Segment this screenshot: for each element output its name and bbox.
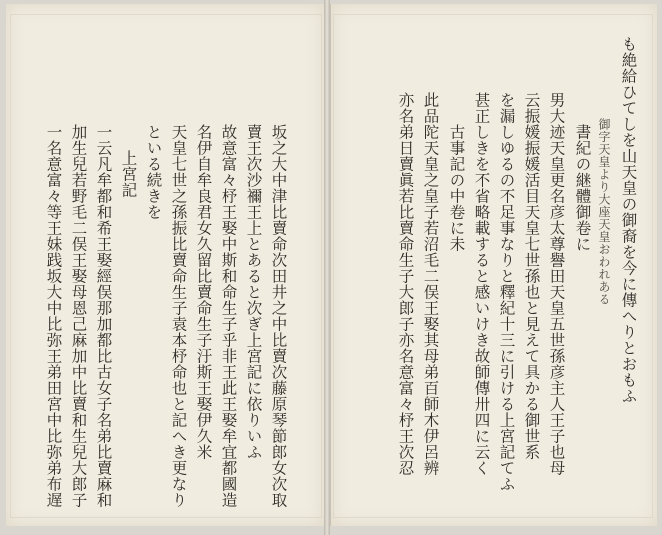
text-column: 甚正しきを不省略載すると感いけき故師傳卅四に云く bbox=[472, 92, 491, 476]
text-column: 坂之大中津比賣命次田井之中比賣次藤原琴節郎女次取 bbox=[269, 124, 288, 508]
text-column: を漏しゆるの不足事なりと釋紀十三に引ける上宮記てふ bbox=[497, 92, 516, 492]
text-column: 賣王次沙禰王上とあると次ぎ上宮記に依りいふ bbox=[244, 124, 263, 460]
text-column: 名伊自牟良君女久留比賣命生子汙斯王娶伊久米 bbox=[194, 124, 213, 460]
text-column: 古事記の中卷に未 bbox=[447, 124, 466, 252]
text-column: 一云凡牟都和希王娶經俣那加都比古女子名弟比賣麻和 bbox=[94, 124, 113, 508]
text-column: 天皇七世之孫振比賣命生子袁本杼命也と記へき更なり bbox=[169, 124, 188, 508]
text-column: 御字天皇より大座天皇おわれある bbox=[597, 118, 611, 306]
text-column: 男大迹天皇更名彦太尊譽田天皇五世孫彦主人王子也母 bbox=[547, 92, 566, 476]
text-column: 書紀の継體御卷に bbox=[573, 124, 592, 252]
text-column: 云振媛振媛活目天皇七世孫也と見えて具かる御世系 bbox=[522, 92, 541, 460]
text-column: 上宮記 bbox=[119, 150, 138, 198]
text-column: も絶給ひてしを山天皇の御裔を今に傳へりとおもふ bbox=[619, 36, 638, 404]
text-column: 亦名弟日賣眞若比賣命生子大郎子亦名意富々杼王次忍 bbox=[396, 92, 415, 476]
text-column: 此品陀天皇之皇子若沼毛二俣王娶其母弟百師木伊呂辨 bbox=[421, 92, 440, 476]
text-column: 加生兒若野毛二俣王娶母恩己麻加中比賣和生兒大郎子 bbox=[69, 124, 88, 508]
text-column: といる続きを bbox=[144, 124, 163, 220]
text-column: 故意富々杼王娶中斯和命生子乎非王此王娶牟宜都國造 bbox=[219, 124, 238, 508]
text-column: 一名意富々等王妹践坂大中比弥王弟田宮中比弥弟布遅 bbox=[44, 124, 63, 508]
